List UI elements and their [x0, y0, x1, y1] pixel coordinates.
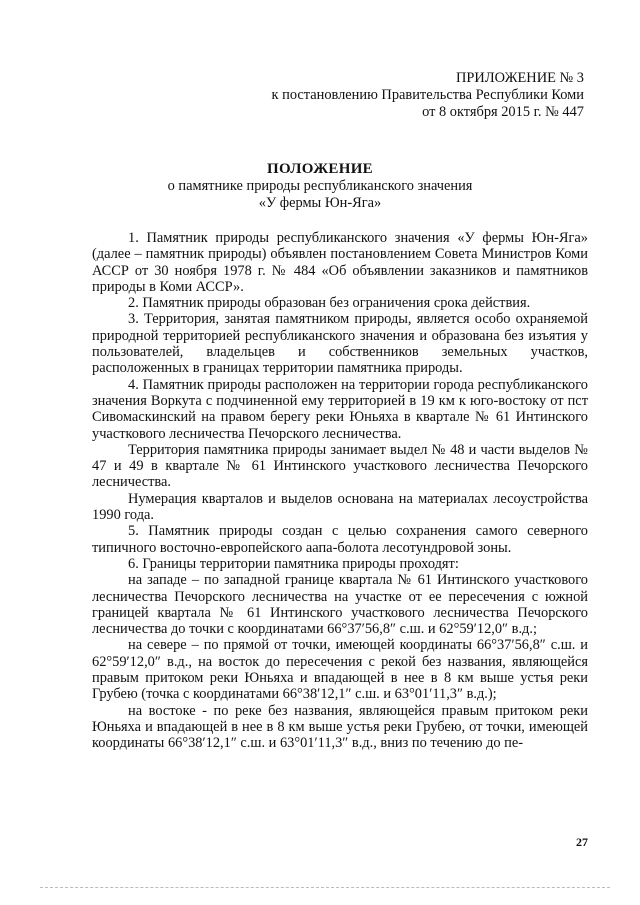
paragraph: Территория памятника природы занимает выдел № 48 и части выделов № 47 и 49 в квартале № 61 Интинского участкового лесничества Печорского лесничества. [92, 441, 588, 491]
page-number: 27 [576, 835, 588, 849]
appendix-date: от 8 октября 2015 г. № 447 [422, 104, 584, 120]
appendix-number: ПРИЛОЖЕНИЕ № 3 [456, 70, 584, 86]
paragraph: 1. Памятник природы республиканского значения «У фермы Юн-Яга» (далее – памятник природы) объявлен постановлением Совета Министров Коми АССР от 30 ноября 1978 г. № 484 «Об объявлении заказников и памятников природы в Коми АССР». [92, 230, 588, 295]
paragraph: на севере – по прямой от точки, имеющей координаты 66°37′56,8″ с.ш. и 62°59′12,0″ в.д., на восток до пересечения с рекой без названия, являющейся правым притоком реки Юньяха и впадающей в нее в 8 км выше устья реки Грубею (точка с координатами 66°38′12,1″ с.ш. и 63°01′11,3″ в.д.); [92, 637, 588, 703]
paragraph: 2. Памятник природы образован без ограничения срока действия. [128, 295, 531, 312]
paragraph: на востоке - по реке без названия, являющейся правым притоком реки Юньяха и впадающей в нее в 8 км выше устья реки Грубею, от точки, имеющей координаты 66°38′12,1″ с.ш. и 63°01′11,3″ в.д., вниз по течению до пе- [92, 702, 588, 752]
document-title [0, 161, 640, 212]
paragraph: 4. Памятник природы расположен на территории города республиканского значения Воркута с подчиненной ему территорией в 19 км к юго-востоку от пст Сивомаскинский на правом берегу реки Юньяха в квартале № 61 Интинского участкового лесничества Печорского лесничества. [92, 376, 588, 442]
title-subtitle-2: «У фермы Юн-Яга» [258, 195, 382, 211]
title-subtitle-1: о памятнике природы республиканского значения [167, 178, 473, 194]
document-body [92, 230, 588, 752]
appendix-reference: к постановлению Правительства Республики Коми [271, 87, 584, 103]
title-main: ПОЛОЖЕНИЕ [267, 161, 373, 177]
paragraph: 6. Границы территории памятника природы проходят: [128, 555, 459, 572]
paragraph: 5. Памятник природы создан с целью сохранения самого северного типичного восточно-европейского аапа-болота лесотундровой зоны. [92, 523, 588, 556]
paragraph: 3. Территория, занятая памятником природы, является особо охраняемой природной территорией республиканского значения и образована без изъятия у пользователей, владельцев и собственников земельных участков, расположенных в границах территории памятника природы. [92, 311, 588, 377]
paragraph: Нумерация кварталов и выделов основана на материалах лесоустройства 1990 года. [92, 490, 588, 524]
appendix-header [272, 70, 584, 121]
paragraph: на западе – по западной границе квартала № 61 Интинского участкового лесничества Печорского лесничества на участке от ее пересечения с южной границей квартала № 61 Интинского участкового лесничества Печорского лесничества до точки с координатами 66°37′56,8″ с.ш. и 62°59′12,0″ в.д.; [92, 572, 588, 638]
scan-edge-divider [40, 887, 610, 888]
